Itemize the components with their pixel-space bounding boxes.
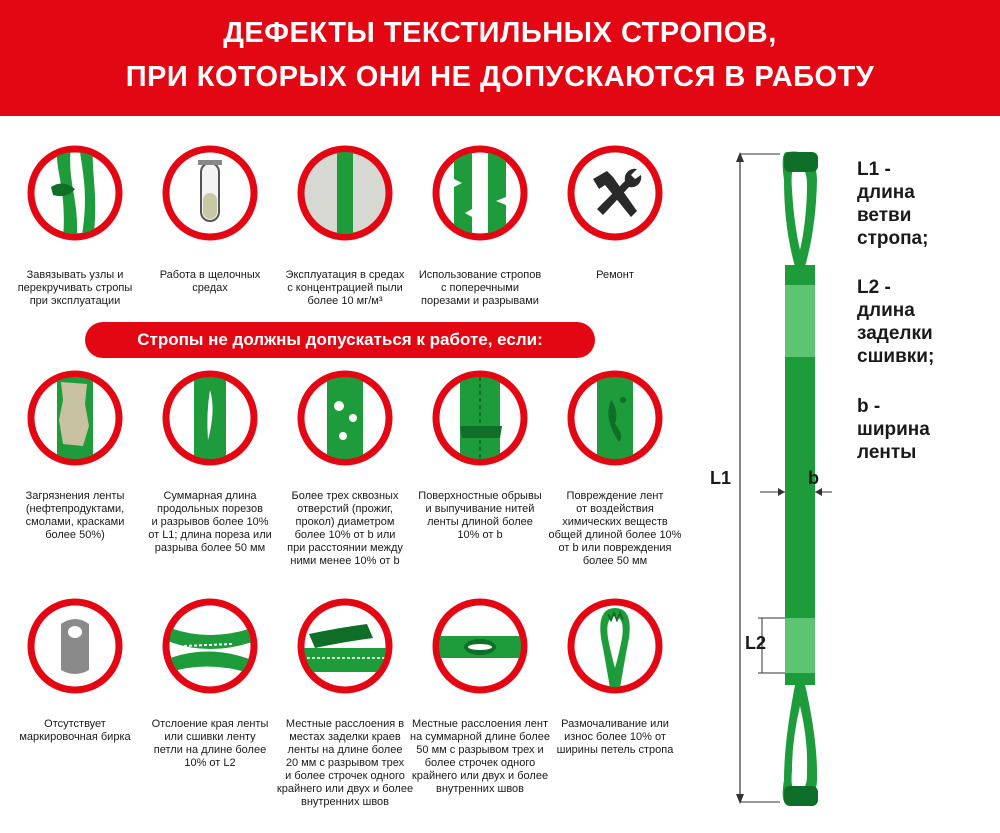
caption-line: Ремонт: [596, 269, 634, 281]
chemical-damage-icon: [567, 370, 663, 466]
delaminated-edge-icon: [297, 598, 393, 694]
caption-line: химических веществ: [562, 516, 668, 528]
caption-line: разрыва более 50 мм: [154, 542, 266, 554]
caption-line: 50 мм с разрывом трех и: [416, 744, 544, 756]
legend-line: L2 -: [857, 277, 891, 298]
edge-peel-icon: [162, 598, 258, 694]
legend-b: [857, 395, 930, 464]
legend-line: b -: [857, 396, 881, 417]
caption-line: 10% от b: [457, 529, 503, 541]
caption-line: более строчек одного: [424, 757, 536, 769]
stitch-zone-top: [785, 285, 815, 357]
frayed-loop-icon: [567, 598, 663, 694]
caption-line: при эксплуатации: [29, 295, 121, 307]
cut-slings-icon: [432, 145, 528, 241]
l1-label: L1: [710, 468, 732, 488]
frayed-threads-icon: [432, 370, 528, 466]
legend-line: ленты: [857, 442, 917, 463]
caption-line: Повреждение лент: [566, 490, 664, 502]
legend-line: L1 -: [857, 159, 891, 180]
dusty-sling-icon: [297, 145, 393, 241]
hammer-wrench-icon: [567, 145, 663, 241]
caption-line: и более строчек одного: [285, 770, 405, 782]
caption-line: Использование стропов: [418, 269, 542, 281]
legend-line: стропа;: [857, 228, 929, 249]
caption-line: Загрязнения ленты: [25, 490, 125, 502]
caption-line: (нефтепродуктами,: [25, 503, 125, 515]
caption-line: Эксплуатация в средах: [285, 269, 405, 281]
caption-line: Размочаливание или: [561, 718, 669, 730]
caption-line: ленты на длине более: [287, 744, 403, 756]
caption-line: перекручивать стропы: [17, 282, 133, 294]
caption-line: крайнего или двух и более: [411, 770, 549, 782]
caption-line: местах заделки краев: [289, 731, 401, 743]
l2-label: L2: [745, 633, 767, 653]
caption-line: крайнего или двух и более: [276, 783, 414, 795]
caption-line: продольных порезов: [157, 503, 263, 515]
caption-line: Работа в щелочных: [159, 269, 261, 281]
caption-line: Местные расслоения в: [285, 718, 405, 730]
legend-line: длина: [857, 300, 915, 321]
title-line-1: ДЕФЕКТЫ ТЕКСТИЛЬНЫХ СТРОПОВ,: [223, 17, 777, 49]
caption-line: внутренних швов: [300, 796, 390, 808]
b-label: b: [808, 468, 819, 488]
caption-line: петли на длине более: [153, 744, 267, 756]
caption-line: 10% от L2: [184, 757, 236, 769]
caption-line: ленты длиной более: [427, 516, 533, 528]
caption-line: смолами, красками: [25, 516, 125, 528]
caption-line: Суммарная длина: [163, 490, 257, 502]
legend-line: ветви: [857, 205, 912, 226]
knot-sling-icon: [27, 145, 123, 241]
legend-l2: [857, 276, 934, 368]
caption-line: от воздействия: [576, 503, 654, 515]
caption-line: ними менее 10% от b: [290, 555, 400, 567]
caption-line: 20 мм с разрывом трех: [285, 757, 405, 769]
caption-line: на суммарной длине более: [410, 731, 550, 743]
caption-line: и выпучивание нитей: [425, 503, 535, 515]
header-banner: [0, 0, 1000, 116]
condition-banner: Стропы не должны допускаться к работе, если:: [85, 322, 595, 358]
caption-line: более 50%): [45, 529, 105, 541]
legend-l1: [857, 158, 928, 250]
caption-line: внутренних швов: [435, 783, 525, 795]
caption-line: при расстоянии между: [287, 542, 403, 554]
caption-line: ширины петель стропа: [556, 744, 674, 756]
caption-line: общей длиной более 10%: [548, 529, 682, 541]
delaminated-band-icon: [432, 598, 528, 694]
caption-line: от b или повреждения: [558, 542, 672, 554]
caption-line: порезами и разрывами: [421, 295, 539, 307]
caption-line: Завязывать узлы и: [26, 269, 124, 281]
title-line-2: ПРИ КОТОРЫХ ОНИ НЕ ДОПУСКАЮТСЯ В РАБОТУ: [125, 61, 875, 93]
caption-line: Поверхностные обрывы: [418, 490, 542, 502]
caption-line: Местные расслоения лент: [412, 718, 548, 730]
caption-line: от L1; длина пореза или: [148, 529, 272, 541]
caption-line: и разрывов более 10%: [151, 516, 269, 528]
tag-icon: [27, 598, 123, 694]
caption-line: Отслоение края ленты: [151, 718, 269, 730]
longitudinal-cut-icon: [162, 370, 258, 466]
stitch-zone-bottom: [785, 618, 815, 673]
holes-sling-icon: [297, 370, 393, 466]
caption-line: маркировочная бирка: [19, 731, 131, 743]
caption-line: более 50 мм: [582, 555, 648, 567]
caption-line: Отсутствует: [44, 718, 106, 730]
test-tube-icon: [162, 145, 258, 241]
caption-line: с концентрацией пыли: [287, 282, 403, 294]
caption-line: более 10 мг/м³: [307, 295, 383, 307]
caption-line: отверстий (прожиг,: [297, 503, 393, 515]
legend-line: сшивки;: [857, 346, 935, 367]
caption-line: или сшивки ленту: [164, 731, 256, 743]
caption-line: с поперечными: [441, 282, 519, 294]
caption-line: более 10% от b или: [294, 529, 396, 541]
legend-line: заделки: [857, 323, 933, 344]
legend-line: ширина: [857, 419, 930, 440]
caption-line: прокол) диаметром: [295, 516, 395, 528]
contaminated-sling-icon: [27, 370, 123, 466]
caption-line: износ более 10% от: [564, 731, 666, 743]
caption-line: Более трех сквозных: [291, 490, 399, 502]
caption-line: средах: [192, 282, 228, 294]
legend-line: длина: [857, 182, 915, 203]
